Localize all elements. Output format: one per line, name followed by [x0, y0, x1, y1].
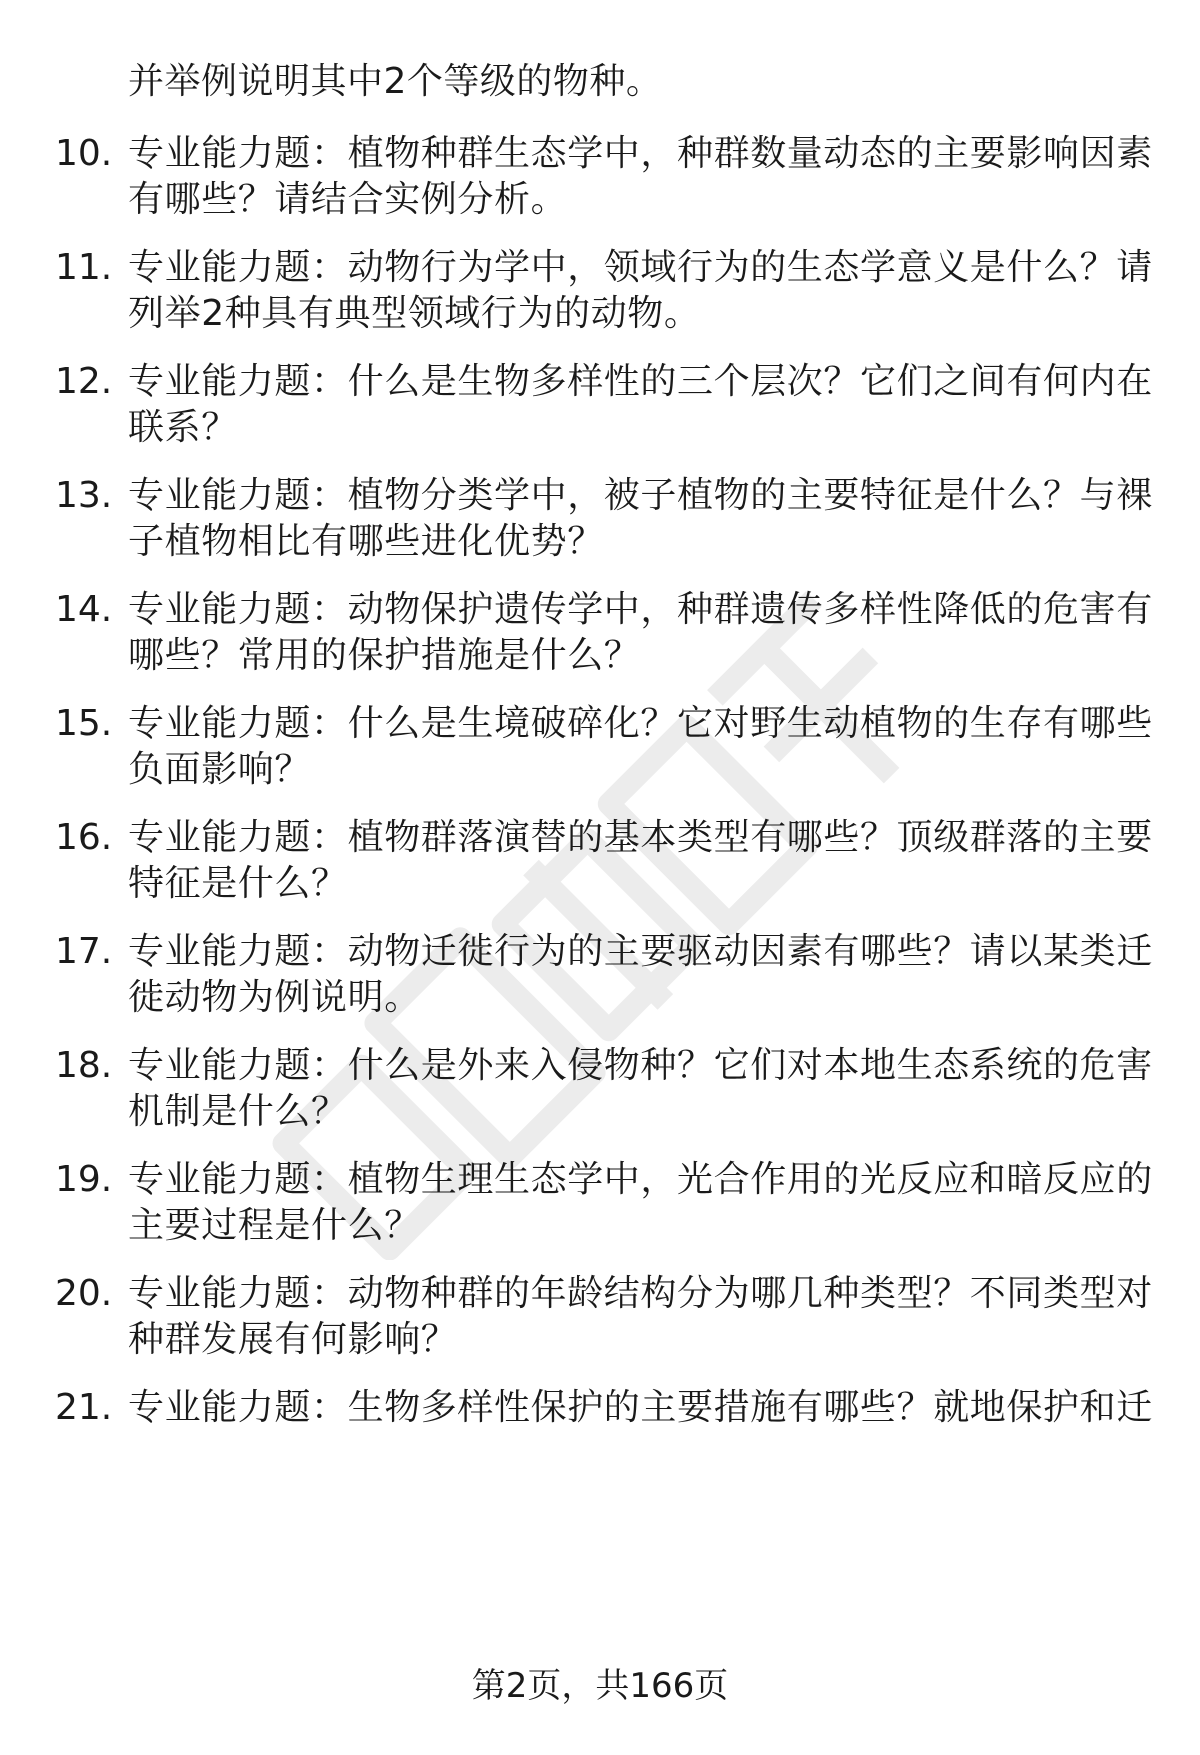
question-number: 15. [55, 703, 113, 744]
question-text-line1: 专业能力题：什么是生境破碎化？它对野生动植物的生存有哪些 [128, 703, 1153, 744]
question-text-line2: 联系？ [128, 407, 238, 448]
question-text-line2: 哪些？常用的保护措施是什么？ [128, 635, 641, 676]
question-number: 16. [55, 817, 113, 858]
question-number: 19. [55, 1159, 113, 1200]
question-text-line1: 专业能力题：动物保护遗传学中，种群遗传多样性降低的危害有 [128, 589, 1153, 630]
question-number: 17. [55, 931, 113, 972]
question-text-line2: 有哪些？请结合实例分析。 [128, 179, 568, 220]
question-number: 14. [55, 589, 113, 630]
question-text-line1: 专业能力题：植物群落演替的基本类型有哪些？顶级群落的主要 [128, 817, 1153, 858]
question-number: 21. [55, 1387, 113, 1428]
question-text-line1: 专业能力题：动物行为学中，领域行为的生态学意义是什么？请 [128, 247, 1153, 288]
question-number: 13. [55, 475, 113, 516]
question-text-line1: 专业能力题：植物生理生态学中，光合作用的光反应和暗反应的 [128, 1159, 1153, 1200]
question-number: 18. [55, 1045, 113, 1086]
question-text-line2: 负面影响？ [128, 749, 312, 790]
question-text-line2: 机制是什么？ [128, 1091, 348, 1132]
question-number: 20. [55, 1273, 113, 1314]
question-text-line2: 子植物相比有哪些进化优势？ [128, 521, 604, 562]
question-text-line1: 专业能力题：生物多样性保护的主要措施有哪些？就地保护和迁 [128, 1387, 1153, 1428]
question-text-line2: 列举2种具有典型领域行为的动物。 [128, 293, 701, 334]
question-text-line1: 专业能力题：什么是外来入侵物种？它们对本地生态系统的危害 [128, 1045, 1153, 1086]
question-number: 11. [55, 247, 113, 288]
question-text-line2: 种群发展有何影响？ [128, 1319, 458, 1360]
question-text-line2: 徙动物为例说明。 [128, 977, 421, 1018]
page-number: 第2页，共166页 [471, 1666, 729, 1706]
question-text-line1: 专业能力题：植物种群生态学中，种群数量动态的主要影响因素 [128, 133, 1153, 174]
question-text-line1: 专业能力题：植物分类学中，被子植物的主要特征是什么？与裸 [128, 475, 1153, 516]
question-text-line2: 主要过程是什么？ [128, 1205, 421, 1246]
question-number: 10. [55, 133, 113, 174]
question-text-line1: 专业能力题：动物种群的年龄结构分为哪几种类型？不同类型对 [128, 1273, 1153, 1314]
question-text-line2: 特征是什么？ [128, 863, 348, 904]
question-text-line1: 专业能力题：什么是生物多样性的三个层次？它们之间有何内在 [128, 361, 1153, 402]
question-number: 12. [55, 361, 113, 402]
question-text-line1: 专业能力题：动物迁徙行为的主要驱动因素有哪些？请以某类迁 [128, 931, 1153, 972]
continuation-text: 并举例说明其中2个等级的物种。 [128, 61, 663, 102]
